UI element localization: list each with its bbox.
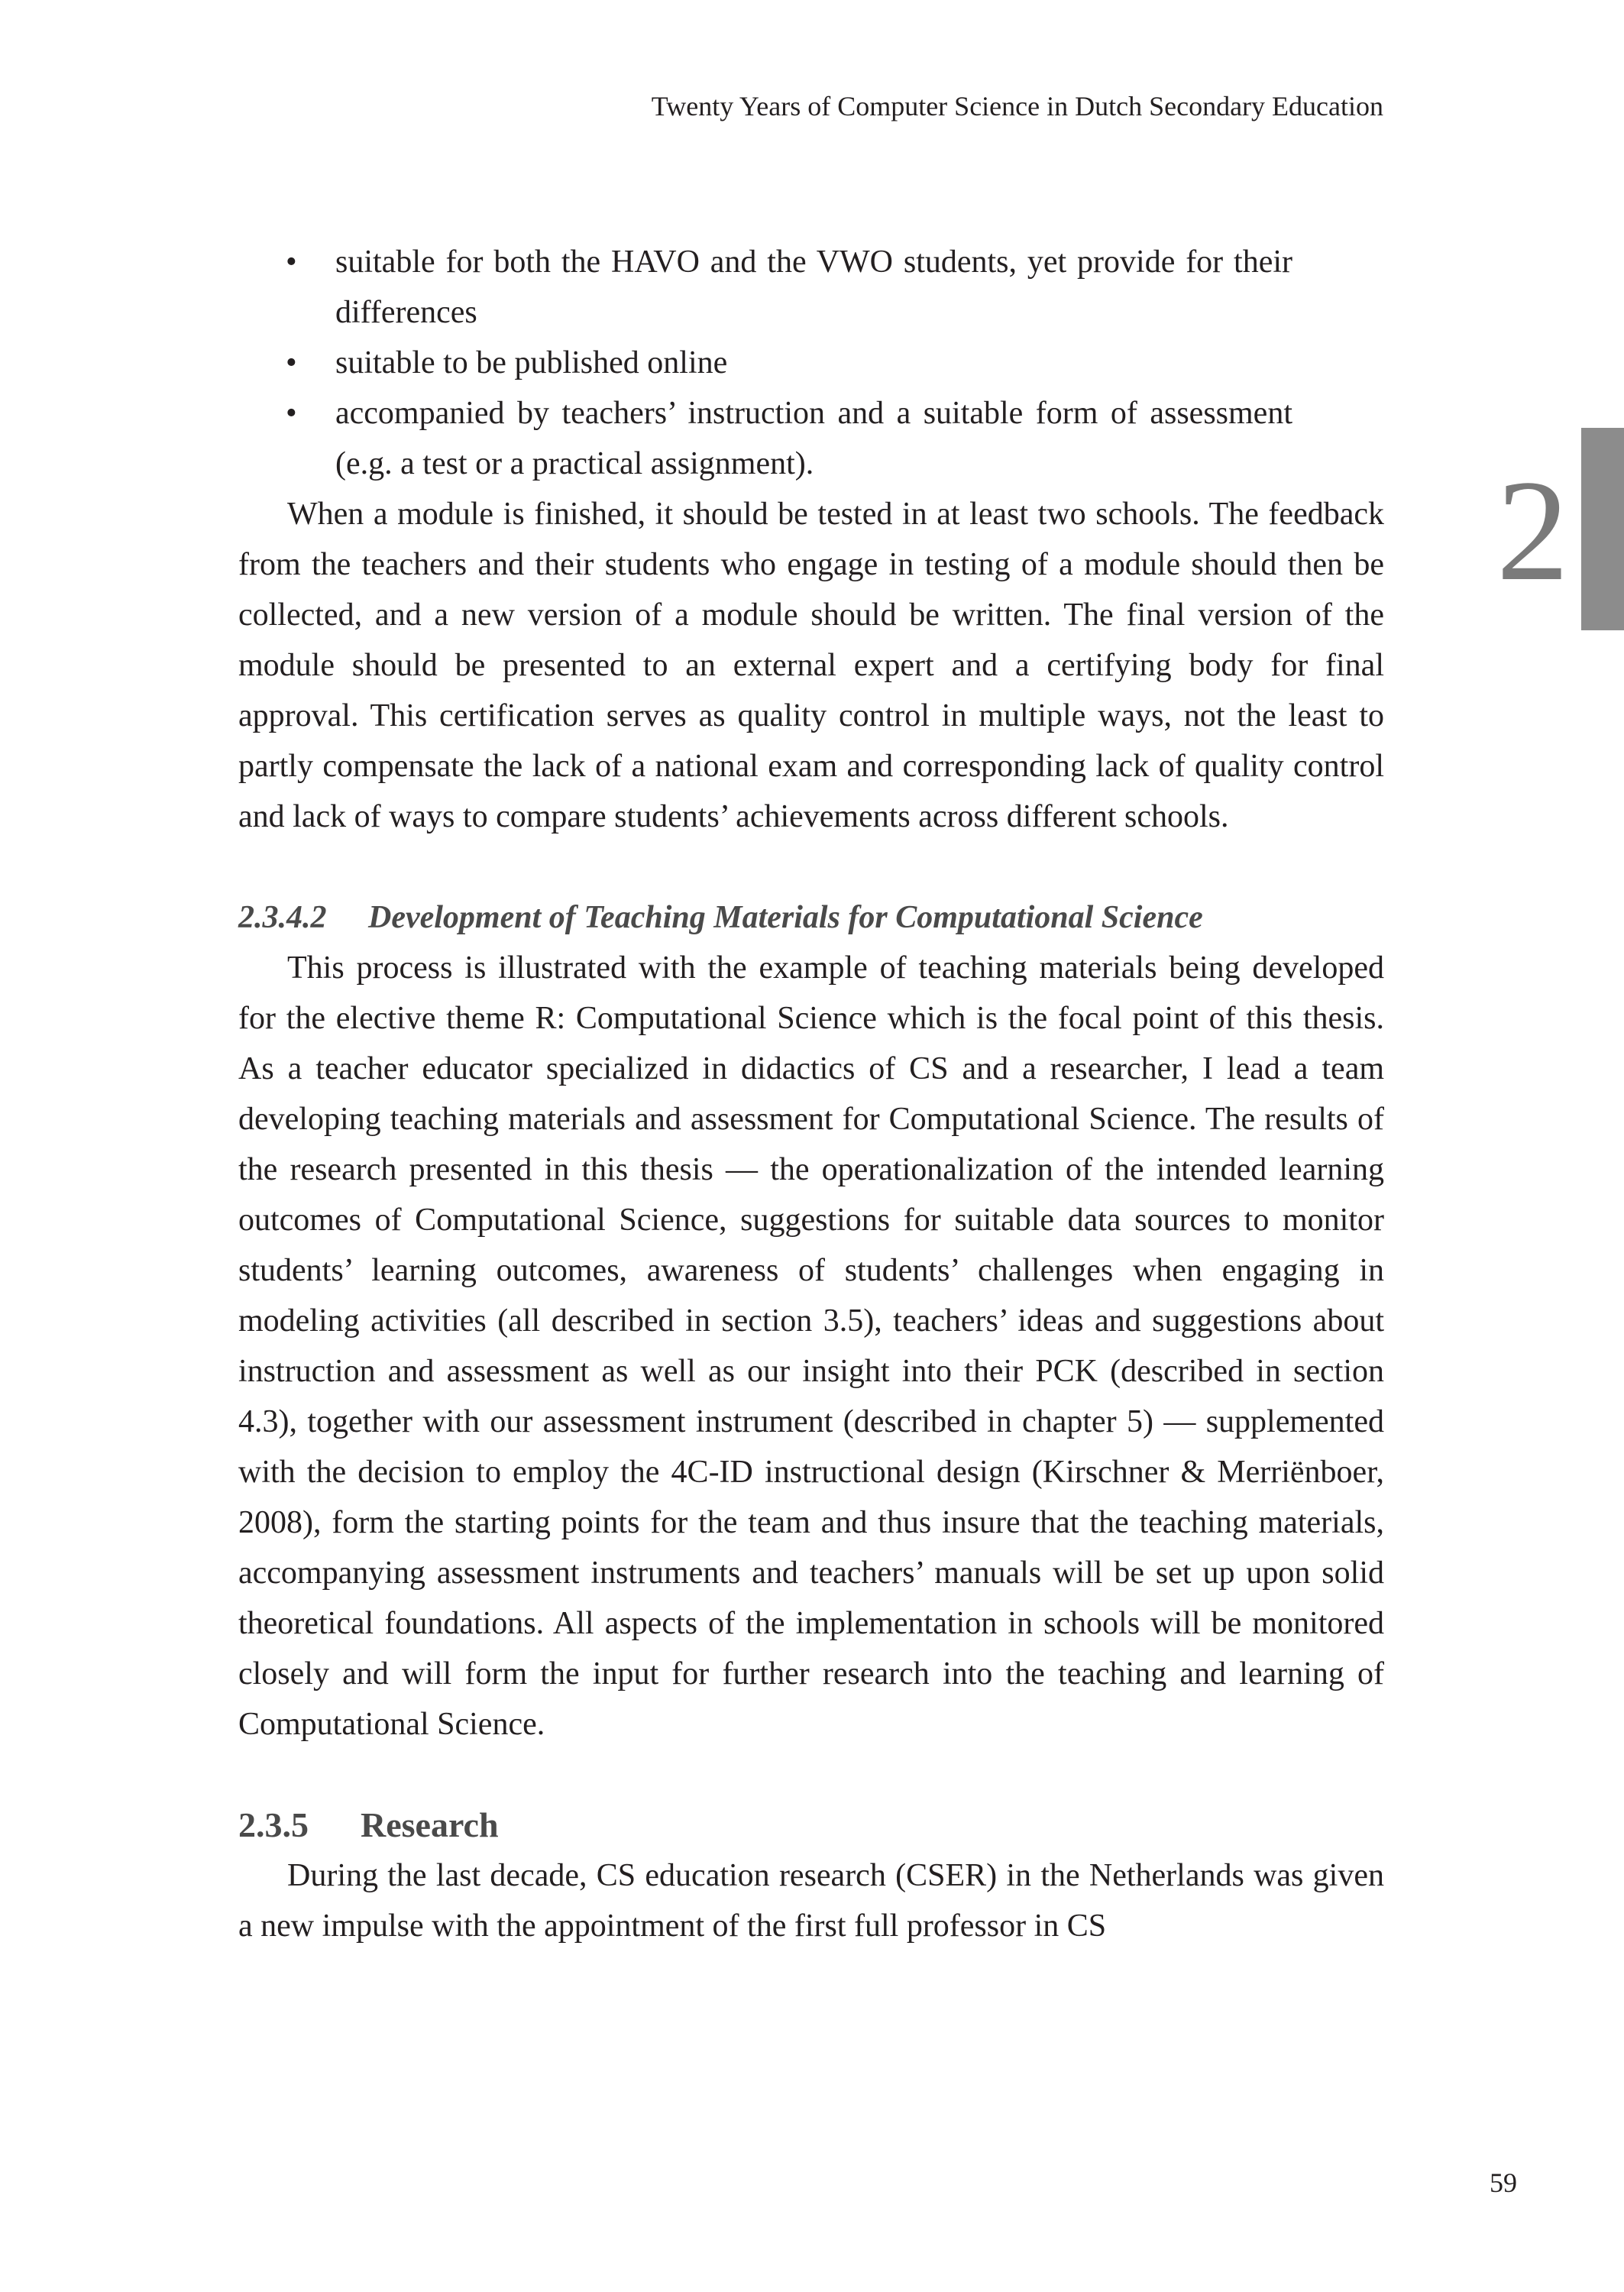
subsection-heading <box>238 892 1384 943</box>
list-item <box>238 237 1384 338</box>
list-item <box>238 388 1384 489</box>
page-body <box>238 237 1384 1951</box>
module-testing-paragraph: When a module is finished, it should be tested in at least two schools. The feedback from the teachers and their students who engage in testing of a module should then be collected, and a new version of a module should be written. The final version of the module should be presented to an external expert and a certifying body for final approval. This certification serves as quality control in multiple ways, not the least to partly compensate the lack of a national exam and corresponding lack of quality control and lack of ways to compare students’ achievements across different schools. <box>238 497 1384 834</box>
running-header: Twenty Years of Computer Science in Dutch Secondary Education <box>651 91 1383 121</box>
section-title: Research <box>361 1805 499 1844</box>
bullet-icon: • <box>286 345 297 380</box>
section-heading <box>238 1800 1384 1850</box>
subsection-number: 2.3.4.2 <box>238 900 327 935</box>
section-body: During the last decade, CS education research (CSER) in the Netherlands was given a new impulse with the appointment of the first full professor in CS <box>238 1858 1384 1944</box>
section-number: 2.3.5 <box>238 1805 309 1844</box>
list-item-text: suitable to be published online <box>335 345 728 380</box>
bullet-icon: • <box>286 396 297 431</box>
list-item-text: accompanied by teachers’ instruction and a suitable form of assessment (e.g. a test or a practical assignment). <box>335 396 1292 481</box>
subsection-body: This process is illustrated with the example of teaching materials being developed for the elective theme R: Computational Science which is the focal point of this thesis. As a teacher educator specialized in didactics of CS and a researcher, I lead a team developing teaching materials and assessment for Computational Science. The results of the research presented in this thesis — the operationalization of the intended learning outcomes of Computational Science, suggestions for suitable data sources to monitor students’ learning outcomes, awareness of students’ challenges when engaging in modeling activities (all described in section 3.5), teachers’ ideas and suggestions about instruction and assessment as well as our insight into their PCK (described in section 4.3), together with our assessment instrument (described in chapter 5) — supplemented with the decision to employ the 4C-ID instructional design (Kirschner & Merriënboer, 2008), form the starting points for the team and thus insure that the teaching materials, accompanying assessment instruments and teachers’ manuals will be set up upon solid theoretical foundations. All aspects of the implementation in schools will be monitored closely and will form the input for further research into the teaching and learning of Computational Science. <box>238 950 1384 1742</box>
list-item <box>238 338 1384 388</box>
list-item-text: suitable for both the HAVO and the VWO students, yet provide for their differences <box>335 244 1292 330</box>
page-number: 59 <box>1490 2167 1517 2198</box>
subsection-title: Development of Teaching Materials for Computational Science <box>368 900 1203 935</box>
bullet-icon: • <box>286 244 297 280</box>
chapter-tab-marker <box>1581 428 1624 630</box>
chapter-number: 2 <box>1496 451 1569 611</box>
requirements-list <box>238 237 1384 489</box>
